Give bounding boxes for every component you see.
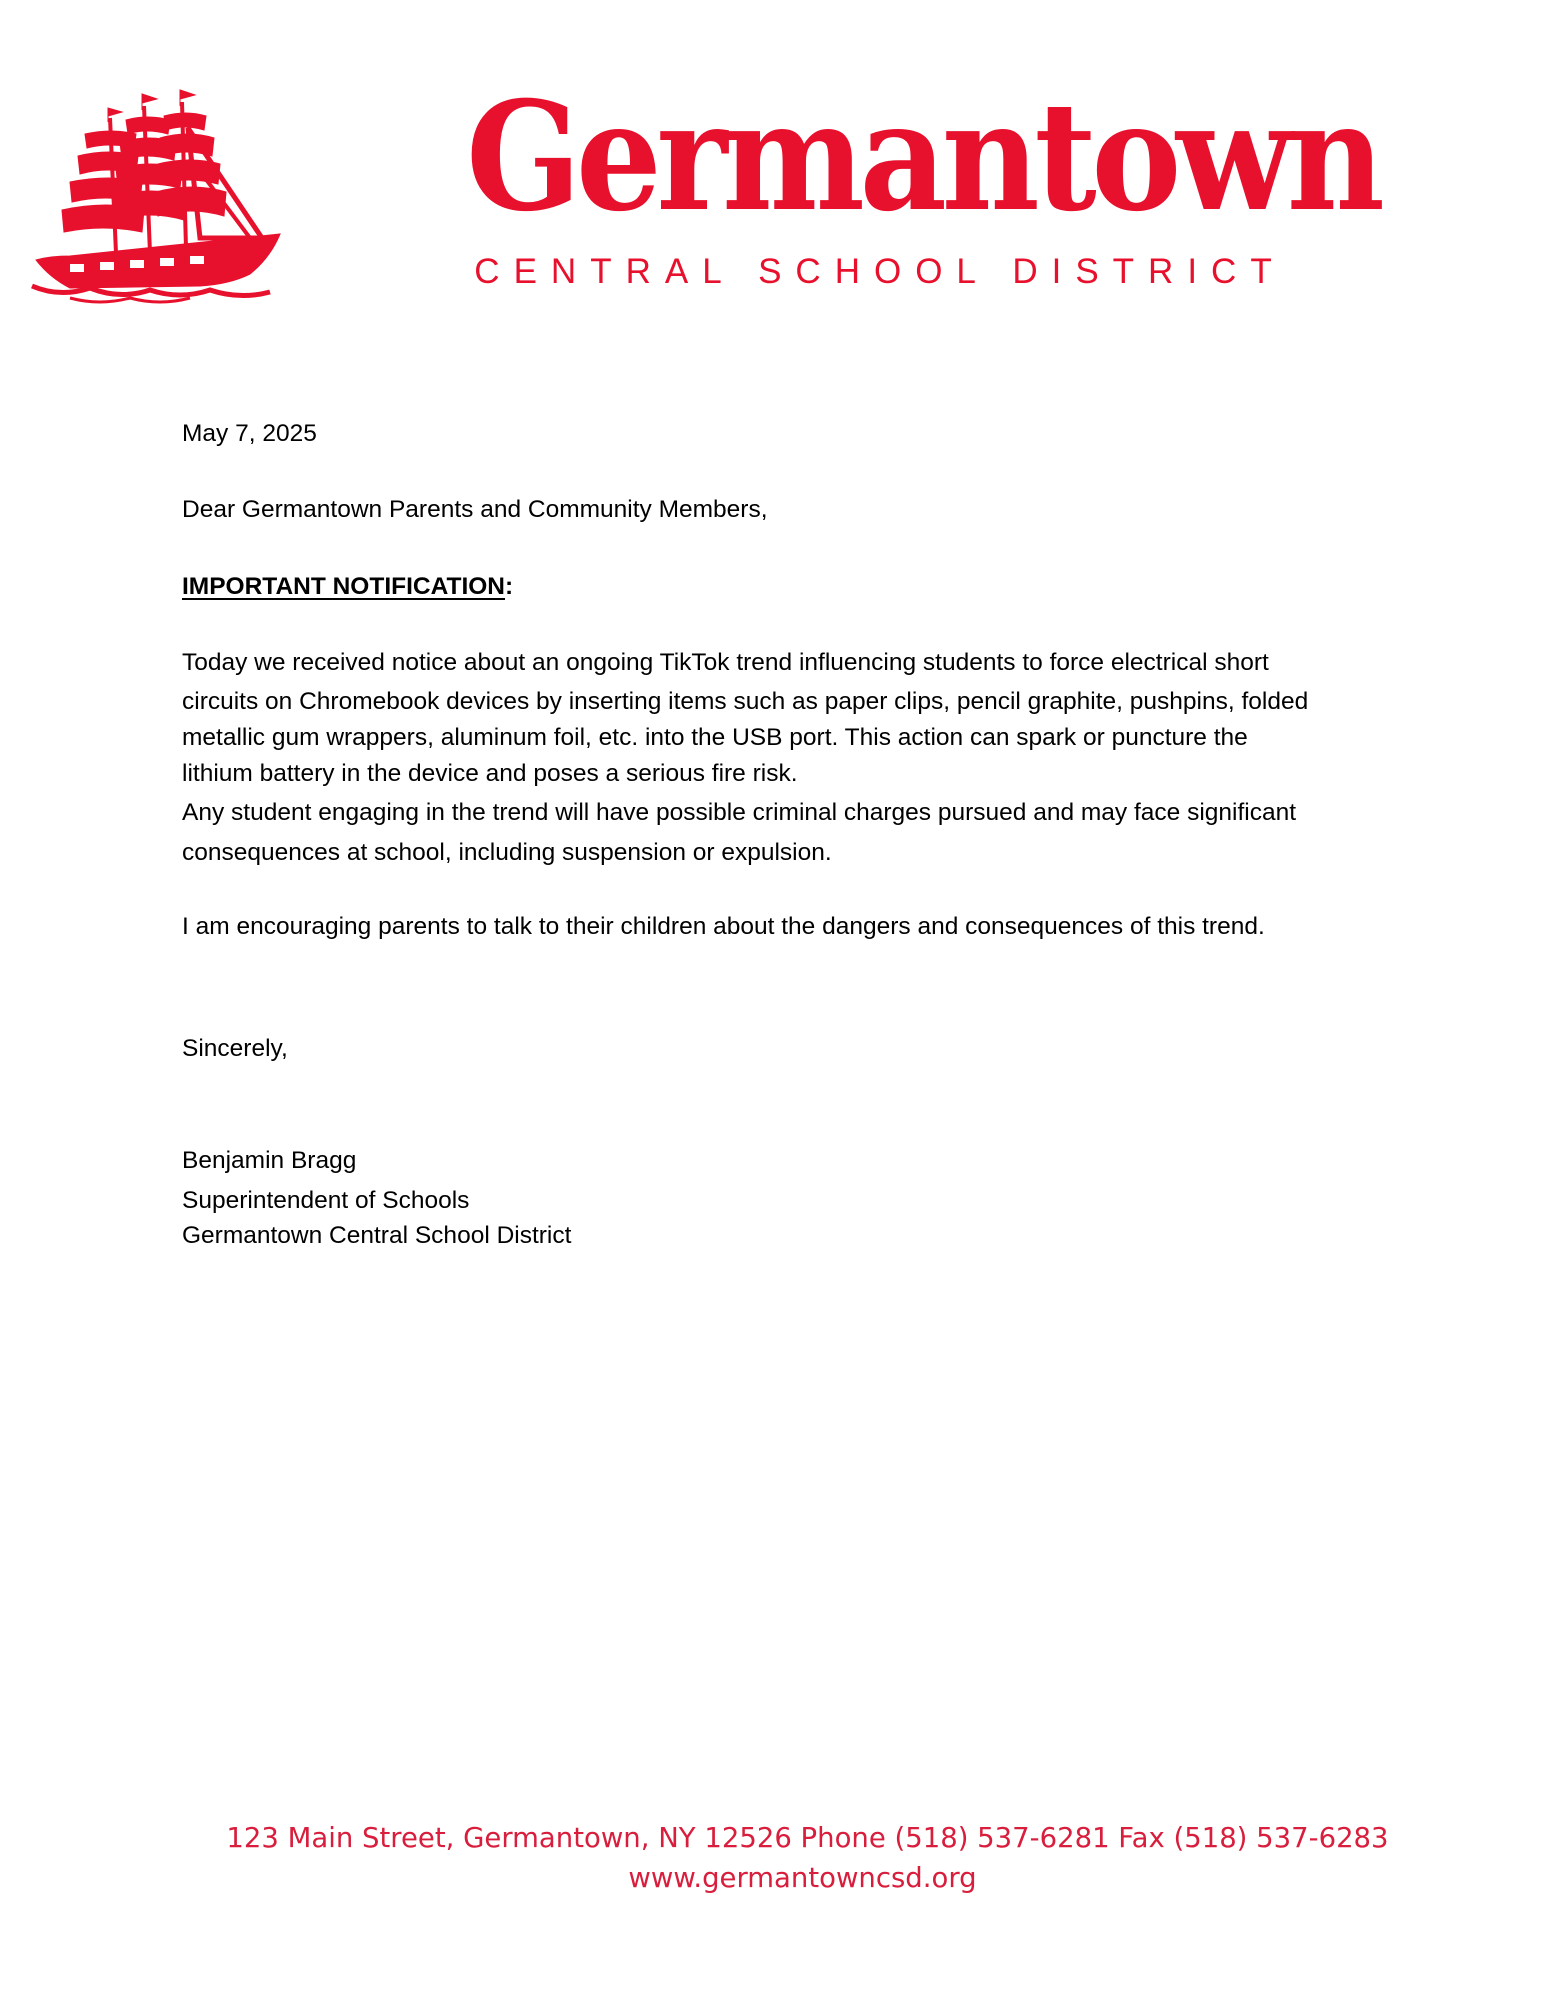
closing: Sincerely, bbox=[182, 1035, 288, 1062]
footer-website-link[interactable]: www.germantowncsd.org bbox=[628, 1862, 977, 1894]
notice-heading-text: IMPORTANT NOTIFICATION bbox=[182, 573, 505, 600]
encouragement-paragraph: I am encouraging parents to talk to their children about the dangers and consequences of this trend. bbox=[182, 913, 1265, 940]
body-line: metallic gum wrappers, aluminum foil, etc. into the USB port. This action can spark or puncture the bbox=[182, 724, 1248, 751]
district-subtitle: CENTRAL SCHOOL DISTRICT bbox=[474, 252, 1286, 291]
district-name: Germantown bbox=[466, 69, 1380, 245]
body-line: lithium battery in the device and poses a serious fire risk. bbox=[182, 760, 798, 787]
body-line: consequences at school, including suspension or expulsion. bbox=[182, 839, 832, 866]
body-line: Today we received notice about an ongoing TikTok trend influencing students to force electrical short bbox=[182, 649, 1269, 676]
salutation: Dear Germantown Parents and Community Members, bbox=[182, 496, 768, 523]
signer-title: Superintendent of Schools bbox=[182, 1187, 470, 1214]
body-line: Any student engaging in the trend will have possible criminal charges pursued and may face significant bbox=[182, 799, 1297, 826]
letterhead bbox=[0, 0, 1545, 320]
letter-date: May 7, 2025 bbox=[182, 420, 317, 447]
signer-name: Benjamin Bragg bbox=[182, 1147, 357, 1174]
sailing-ship-icon bbox=[30, 88, 290, 304]
footer-address: 123 Main Street, Germantown, NY 12526 Phone (518) 537-6281 Fax (518) 537-6283 bbox=[226, 1822, 1389, 1854]
body-line: circuits on Chromebook devices by inserting items such as paper clips, pencil graphite, pushpins, folded bbox=[182, 688, 1309, 715]
signer-organization: Germantown Central School District bbox=[182, 1222, 572, 1249]
notice-heading-colon: : bbox=[505, 573, 514, 600]
notice-heading bbox=[182, 573, 513, 601]
